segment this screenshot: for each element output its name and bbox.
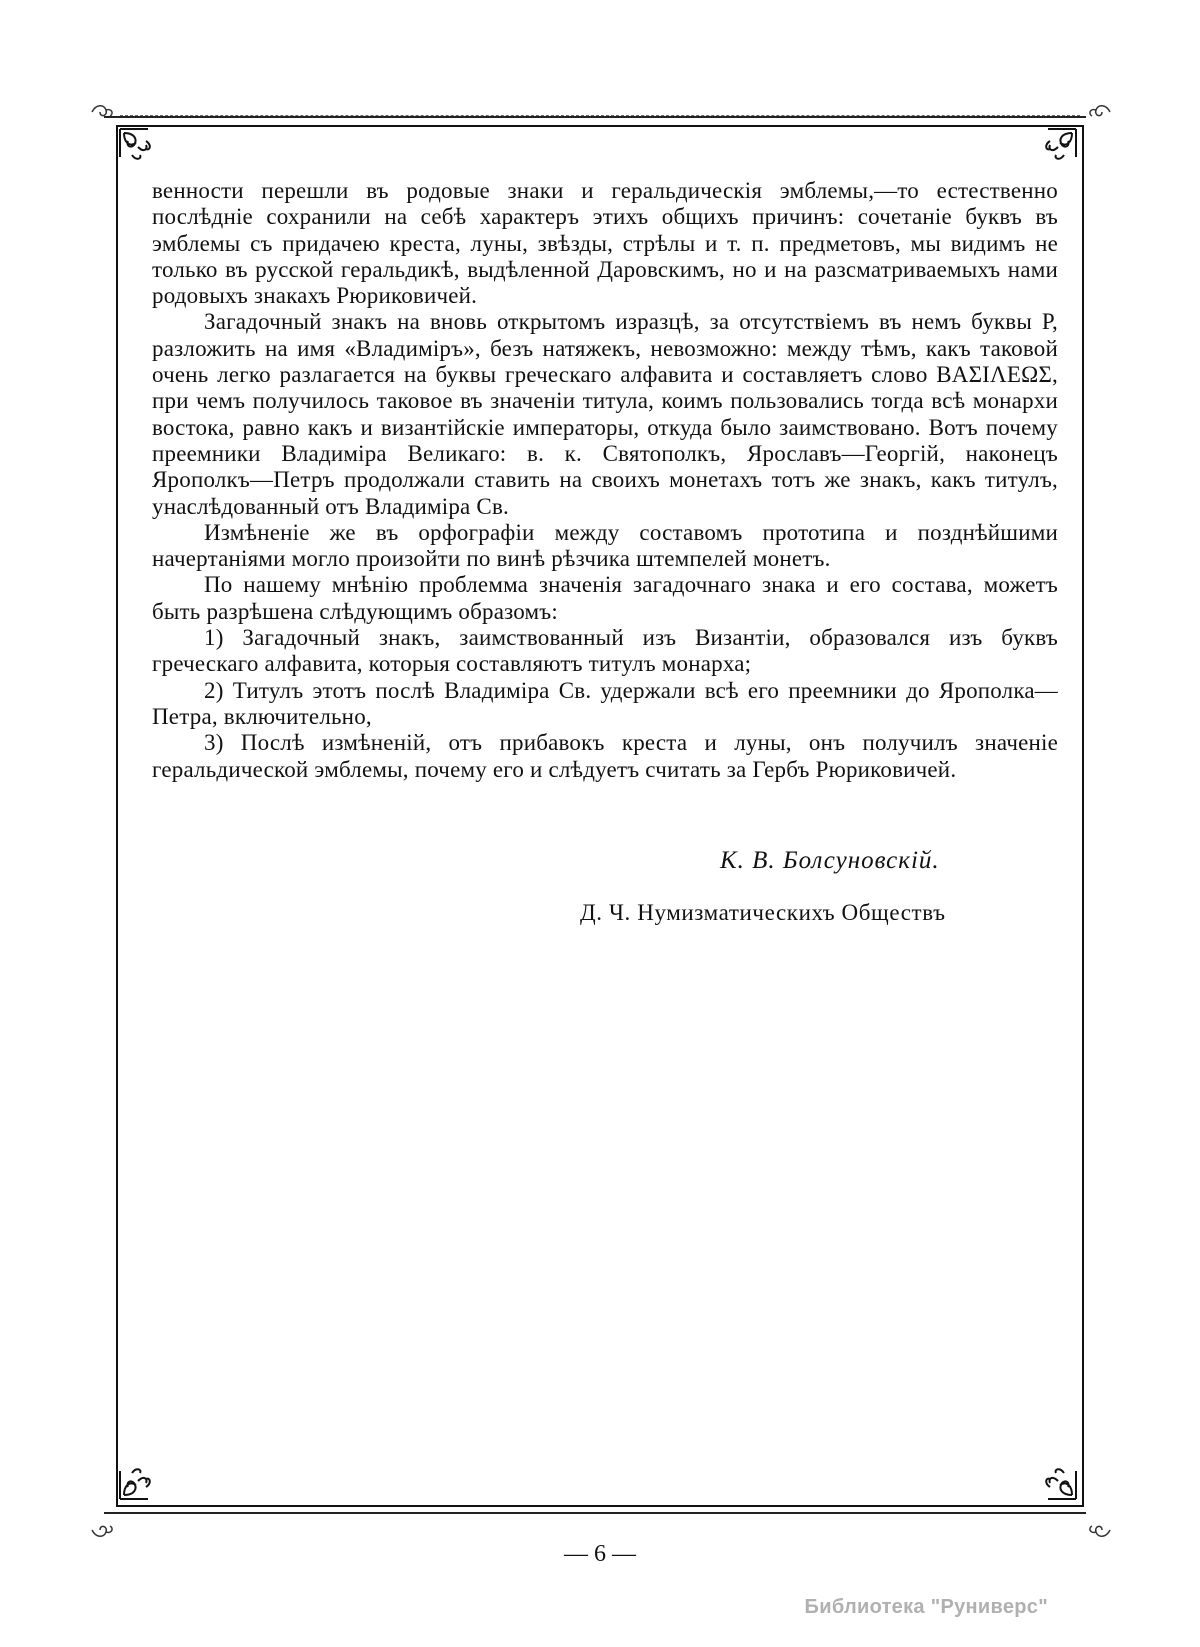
paragraph: Загадочный знакъ на вновь открытомъ изразцѣ, за отсутствіемъ въ немъ буквы Р, разложить на имя «Владиміръ», безъ натяжекъ, невозможно: между тѣмъ, какъ таковой очень легко разлагается на буквы греческаго алфавита и составляетъ слово ΒΑΣΙΛΕΩΣ, при чемъ получилось таковое въ значеніи титула, коимъ пользовались тогда всѣ монархи востока, равно какъ и византійскіе императоры, откуда было заимствовано. Вотъ почему преемники Владиміра Великаго: в. к. Святополкъ, Ярославъ—Георгій, наконецъ Ярополкъ—Петръ продолжали ставить на своихъ монетахъ тотъ же знакъ, какъ титулъ, унаслѣдованный отъ Владиміра Св. [152,309,1058,519]
corner-ornament-bottom-left-icon [118,1457,162,1501]
paragraph: По нашему мнѣнію проблемма значенія загадочнаго знака и его состава, можетъ быть разрѣшена слѣдующимъ образомъ: [152,572,1058,624]
page-number: — 6 — [564,1541,636,1567]
paragraph: Измѣненіе же въ орфографіи между составомъ прототипа и позднѣйшими начертаніями могло произойти по винѣ рѣзчика штемпелей монетъ. [152,519,1058,572]
author-signature: К. В. Болсуновскій. [720,847,940,874]
list-item: 2) Титулъ этотъ послѣ Владиміра Св. удержали всѣ его преемники до Ярополка—Петра, включительно, [152,677,1058,729]
library-watermark: Библиотека "Руниверс" [804,1596,1048,1618]
flourish-bottom-left-icon [88,1514,118,1544]
corner-ornament-top-right-icon [1034,127,1078,171]
flourish-top-left-icon [88,98,118,128]
list-item: 1) Загадочный знакъ, заимствованный изъ Византіи, образовался изъ буквъ греческаго алфавита, которыя составляютъ титулъ монарха; [152,625,1058,677]
body-text [152,178,1058,783]
corner-ornament-bottom-right-icon [1034,1457,1078,1501]
author-affiliation: Д. Ч. Нумизматическихъ Обществъ [580,900,946,925]
corner-ornament-top-left-icon [118,127,162,171]
paragraph: венности перешли въ родовые знаки и геральдическія эмблемы,—то естественно послѣдніе сохранили на себѣ характеръ этихъ общихъ причинъ: сочетаніе буквъ въ эмблемы съ придачею креста, луны, звѣзды, стрѣлы и т. п. предметовъ, мы видимъ не только въ русской геральдикѣ, выдѣленной Даровскимъ, но и на разсматриваемыхъ нами родовыхъ знакахъ Рюриковичей. [152,178,1058,309]
flourish-top-right-icon [1084,98,1114,128]
list-item: 3) Послѣ измѣненій, отъ прибавокъ креста и луны, онъ получилъ значеніе геральдической эмблемы, почему его и слѣдуетъ считать за Гербъ Рюриковичей. [152,730,1058,782]
flourish-bottom-right-icon [1084,1514,1114,1544]
